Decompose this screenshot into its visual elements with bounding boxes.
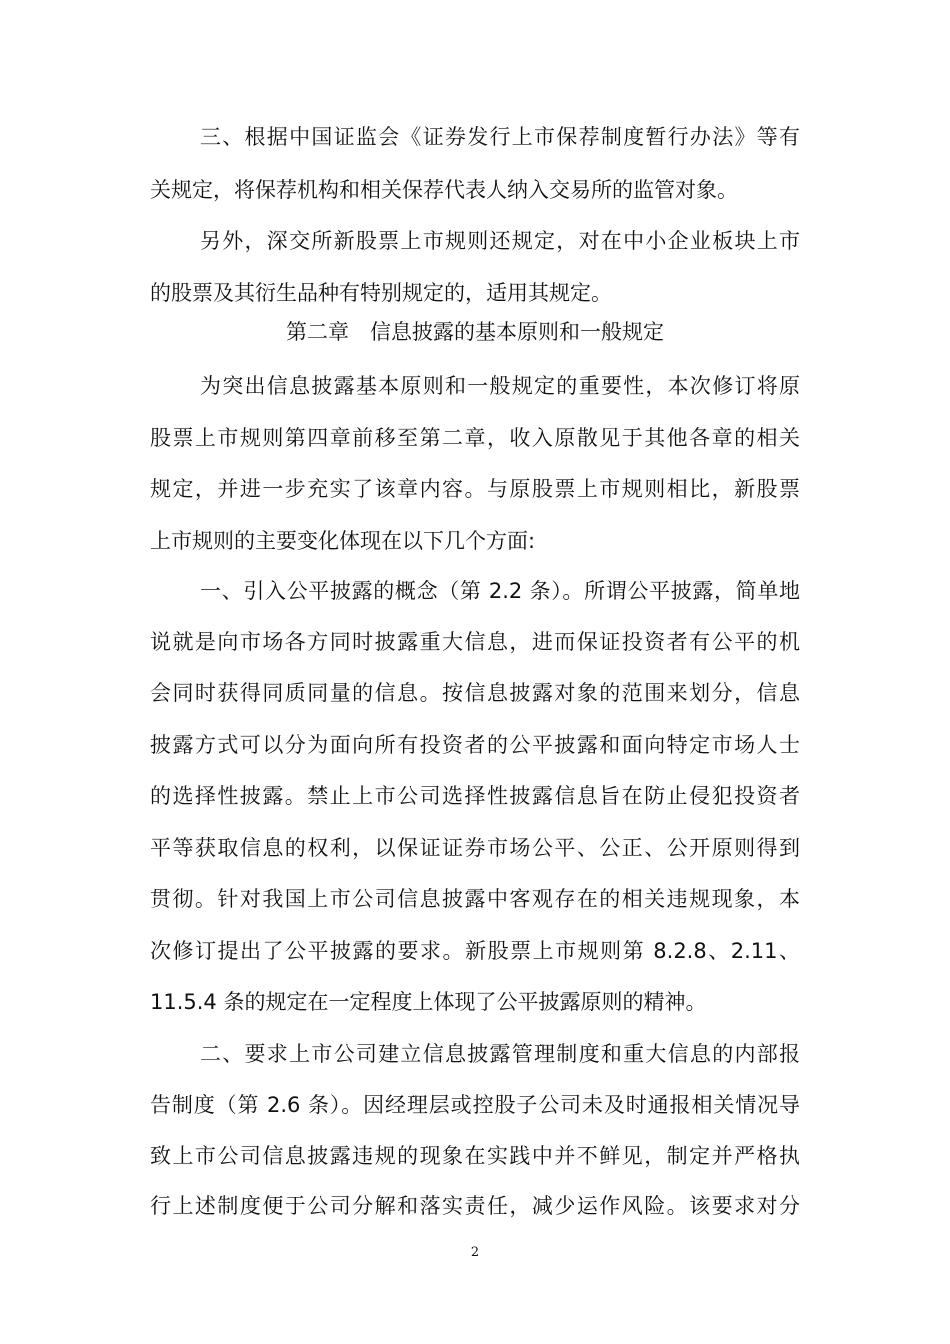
point-2-line-3: 致上市公司信息披露违规的现象在实践中并不鲜见，制定并严格执 (150, 1144, 800, 1168)
point-2-line-1: 二、要求上市公司建立信息披露管理制度和重大信息的内部报 (200, 1042, 800, 1066)
chapter-heading: 第二章 信息披露的基本原则和一般规定 (286, 320, 664, 344)
point-1-line-2: 说就是向市场各方同时披露重大信息，进而保证投资者有公平的机 (150, 630, 800, 654)
paragraph-3-line-2: 关规定，将保荐机构和相关保荐代表人纳入交易所的监管对象。 (150, 178, 738, 202)
point-1-line-8: 次修订提出了公平披露的要求。新股票上市规则第 8.2.8、2.11、 (150, 939, 800, 963)
paragraph-3-line-1: 三、根据中国证监会《证券发行上市保荐制度暂行办法》等有 (200, 125, 800, 149)
point-1-line-9: 11.5.4 条的规定在一定程度上体现了公平披露原则的精神。 (150, 990, 707, 1014)
point-1-line-1: 一、引入公平披露的概念（第 2.2 条）。所谓公平披露，简单地 (200, 579, 800, 603)
paragraph-other-line-2: 的股票及其衍生品种有特别规定的，适用其规定。 (150, 281, 612, 305)
point-1-line-6: 平等获取信息的权利，以保证证券市场公平、公正、公开原则得到 (150, 836, 800, 860)
chapter-intro-line-1: 为突出信息披露基本原则和一般规定的重要性，本次修订将原 (200, 374, 800, 398)
point-1-line-5: 的选择性披露。禁止上市公司选择性披露信息旨在防止侵犯投资者 (150, 784, 800, 808)
paragraph-other-line-1: 另外，深交所新股票上市规则还规定，对在中小企业板块上市 (200, 229, 800, 253)
chapter-intro-line-2: 股票上市规则第四章前移至第二章，收入原散见于其他各章的相关 (150, 426, 800, 450)
point-1-line-3: 会同时获得同质同量的信息。按信息披露对象的范围来划分，信息 (150, 681, 800, 705)
chapter-intro-line-3: 规定，并进一步充实了该章内容。与原股票上市规则相比，新股票 (150, 477, 800, 501)
page-number: 2 (470, 1245, 480, 1260)
point-1-line-7: 贯彻。针对我国上市公司信息披露中客观存在的相关违规现象，本 (150, 887, 800, 911)
point-1-line-4: 披露方式可以分为面向所有投资者的公平披露和面向特定市场人士 (150, 733, 800, 757)
point-2-line-4: 行上述制度便于公司分解和落实责任，减少运作风险。该要求对分 (150, 1194, 800, 1218)
chapter-intro-line-4: 上市规则的主要变化体现在以下几个方面: (150, 529, 536, 553)
point-2-line-2: 告制度（第 2.6 条）。因经理层或控股子公司未及时通报相关情况导 (150, 1093, 800, 1117)
